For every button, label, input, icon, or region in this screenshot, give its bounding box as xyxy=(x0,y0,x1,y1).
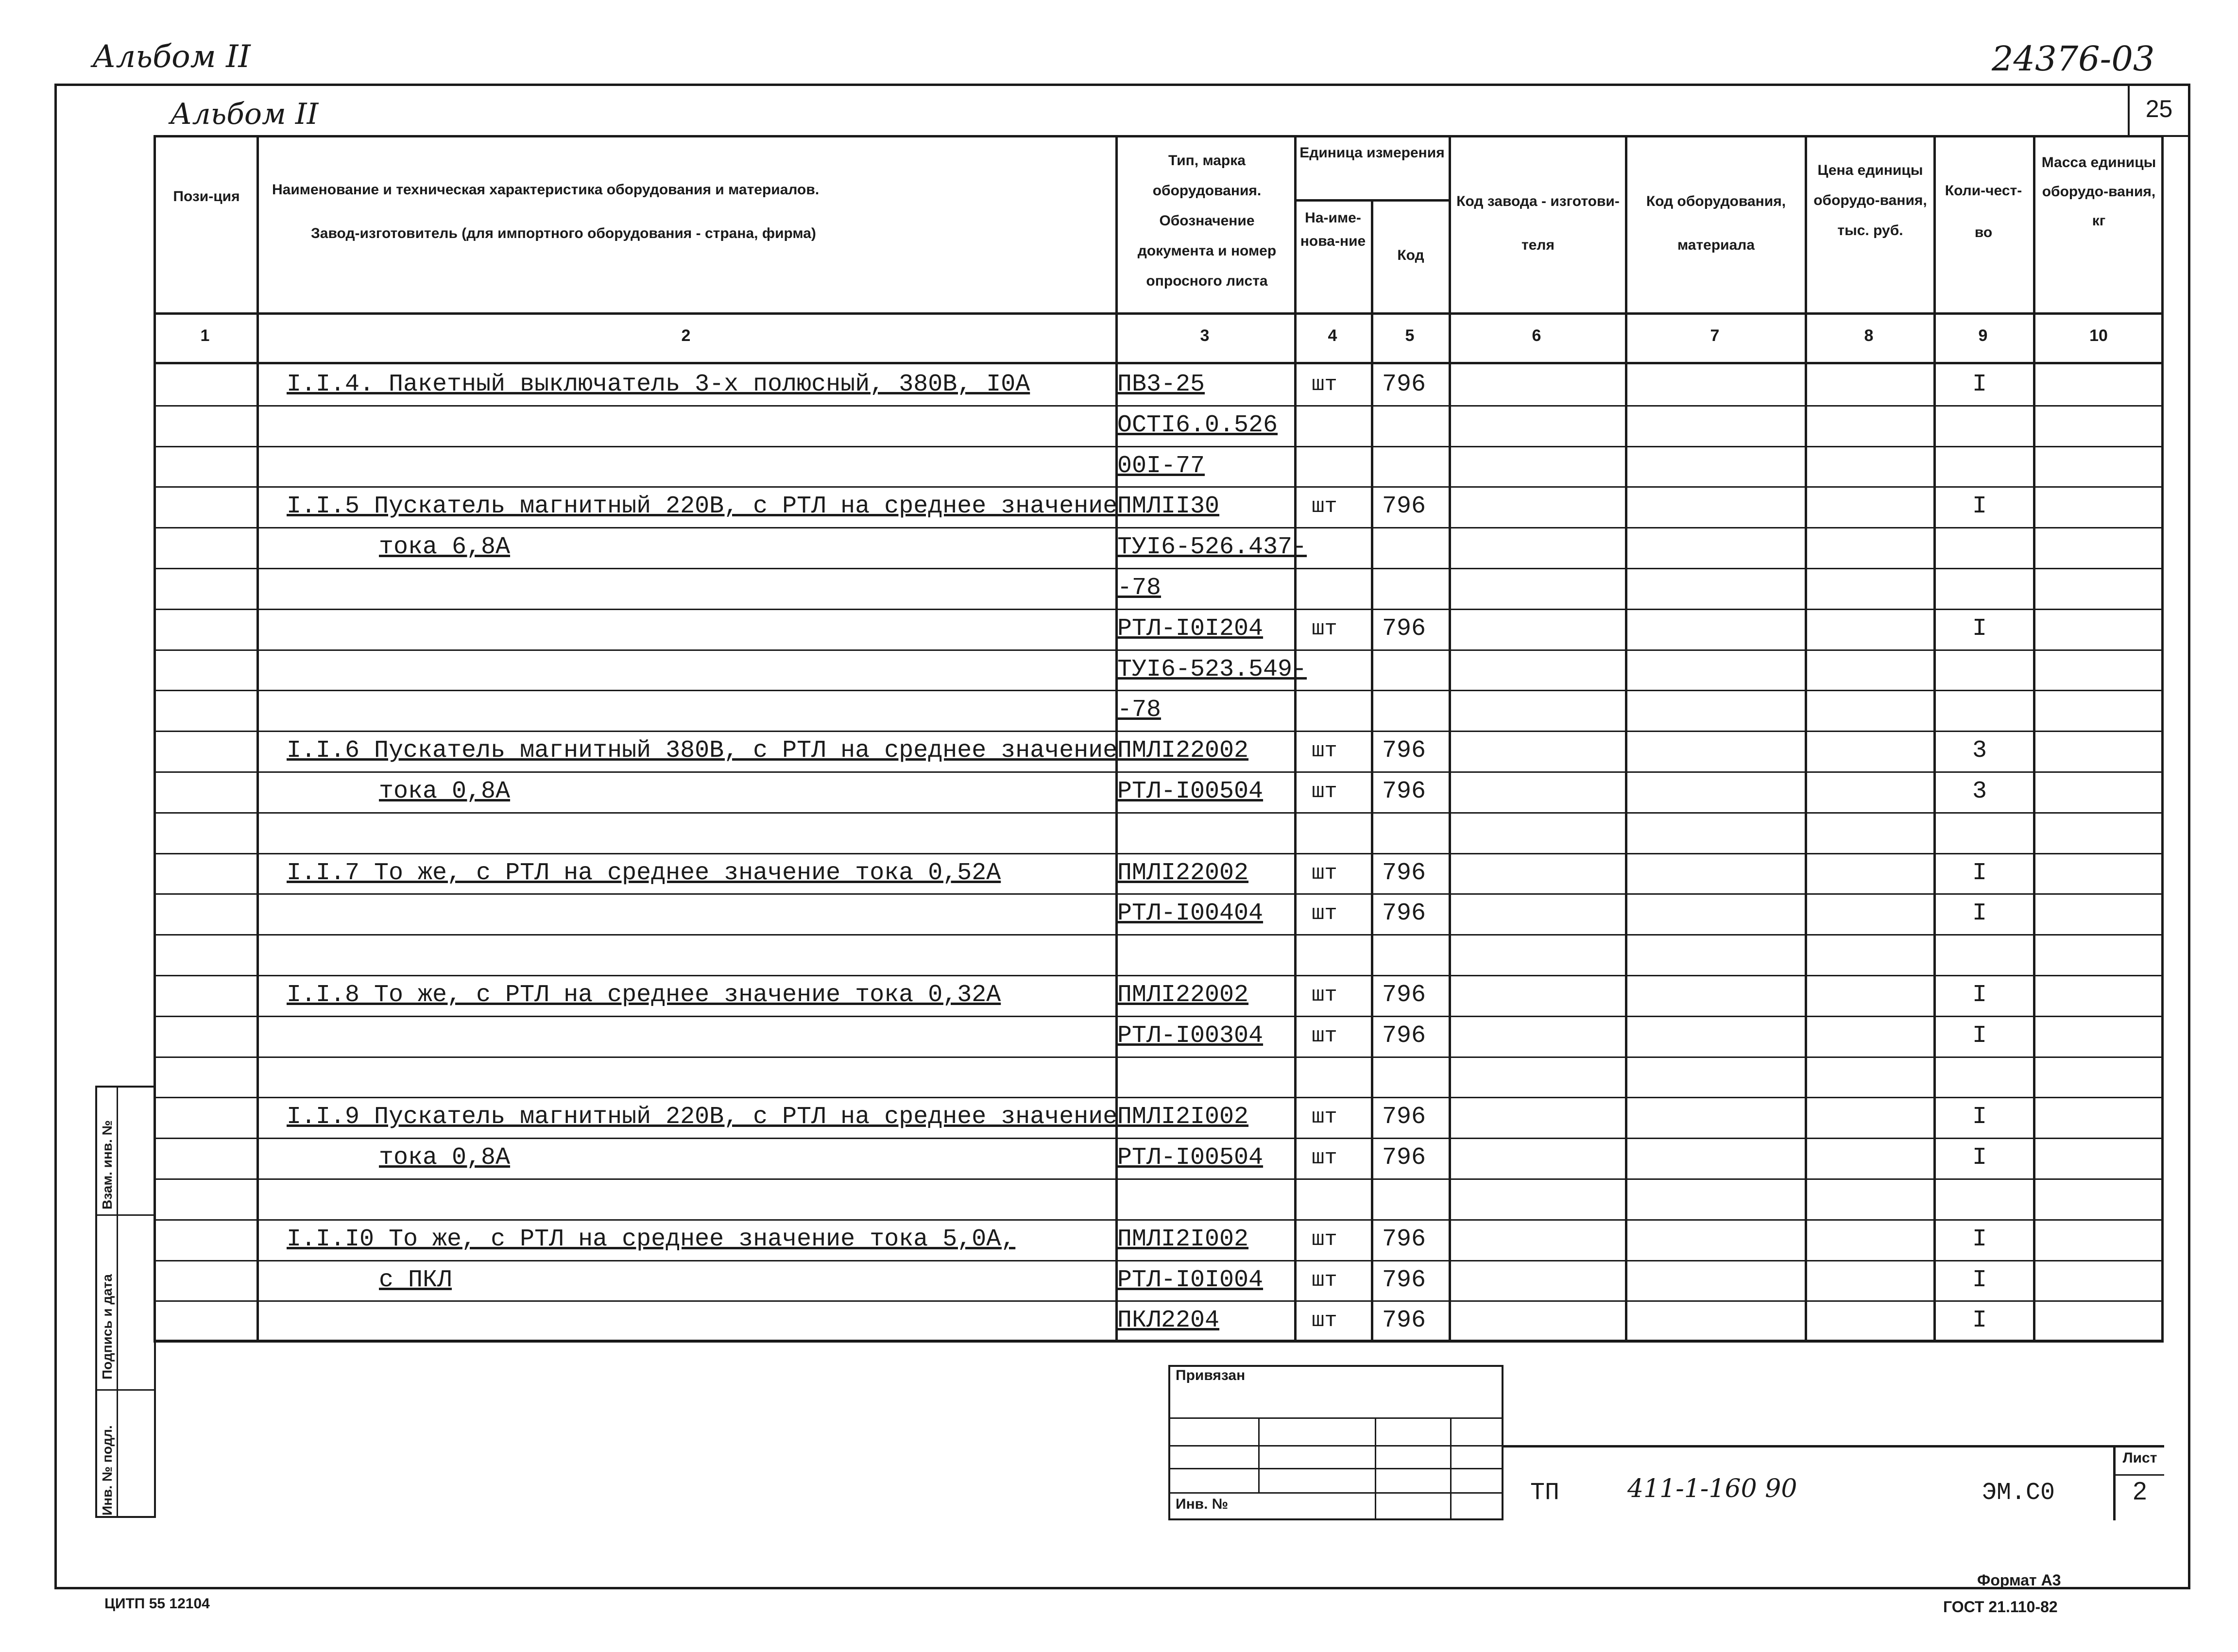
item-unit: шт xyxy=(1312,1227,1337,1252)
item-type: ПКЛ2204 xyxy=(1117,1307,1220,1335)
item-type: РТЛ-I00504 xyxy=(1117,1144,1264,1172)
stamp-line xyxy=(1168,1468,1503,1469)
item-type: ТУI6-526.437- xyxy=(1117,533,1307,562)
row-line xyxy=(154,934,2164,936)
row-line xyxy=(154,853,2164,854)
column-number: 6 xyxy=(1532,326,1541,345)
stamp-line xyxy=(1375,1417,1376,1520)
item-qty: I xyxy=(1972,1103,1987,1131)
row-line xyxy=(154,1016,2164,1017)
row-line xyxy=(154,1056,2164,1058)
header-col2-line1: Наименование и техническая характеристика оборудования и материалов. xyxy=(272,182,820,198)
item-unit: шт xyxy=(1312,1023,1337,1048)
item-qty: I xyxy=(1972,371,1987,398)
item-type: ПМЛI22002 xyxy=(1117,859,1249,887)
item-code: 796 xyxy=(1382,614,1426,643)
header-bottom-line xyxy=(154,312,2164,315)
footer-left: ЦИТП 55 12104 xyxy=(104,1596,210,1612)
stamp-line xyxy=(1258,1417,1260,1492)
item-unit: шт xyxy=(1312,616,1337,641)
header-col6: Код завода - изготови-теля xyxy=(1456,193,1620,253)
stamp-line xyxy=(1168,1417,1503,1419)
stamp-line xyxy=(1450,1417,1452,1520)
header-col7: Код оборудования, материала xyxy=(1646,193,1786,253)
stamp-line xyxy=(1168,1445,1503,1447)
item-code: 796 xyxy=(1382,981,1426,1009)
item-name: тока 6,8А xyxy=(379,533,511,562)
item-code: 796 xyxy=(1382,900,1426,928)
row-line xyxy=(154,527,2164,528)
project-number: 411-1-160 90 xyxy=(1627,1474,1797,1503)
item-code: 796 xyxy=(1382,1307,1426,1335)
sheet-number: 2 xyxy=(2133,1477,2147,1505)
title-block-line xyxy=(1503,1445,2164,1448)
item-type: РТЛ-I0I204 xyxy=(1117,614,1264,643)
item-code: 796 xyxy=(1382,737,1426,765)
item-name: I.I.I0 То же, с РТЛ на среднее значение тока 5,0А, xyxy=(287,1225,1016,1253)
item-qty: I xyxy=(1972,493,1987,521)
sheet-line xyxy=(2113,1474,2164,1476)
row-line xyxy=(154,812,2164,814)
item-type: РТЛ-I00404 xyxy=(1117,900,1264,928)
row-line xyxy=(154,1341,2164,1343)
row-line xyxy=(154,690,2164,691)
item-code: 796 xyxy=(1382,859,1426,887)
linked-label: Привязан xyxy=(1176,1367,1246,1383)
row-line xyxy=(154,1300,2164,1302)
item-name: I.I.7 То же, с РТЛ на среднее значение тока 0,52А xyxy=(287,859,1001,887)
sheet-label: Лист xyxy=(2122,1450,2157,1466)
item-qty: I xyxy=(1972,1022,1987,1050)
item-qty: I xyxy=(1972,1225,1987,1253)
item-type: ПМЛI2I002 xyxy=(1117,1225,1249,1253)
header-col10: Масса единицы оборудо-вания, кг xyxy=(2041,154,2156,229)
colnum-bottom-line xyxy=(154,362,2164,364)
item-qty: I xyxy=(1972,981,1987,1009)
item-type: ПМЛII30 xyxy=(1117,493,1220,521)
item-type: РТЛ-I00304 xyxy=(1117,1022,1264,1050)
header-col1: Пози-ция xyxy=(173,188,240,204)
tp-label: ТП xyxy=(1530,1479,1560,1507)
row-line xyxy=(154,486,2164,488)
column-number: 8 xyxy=(1864,326,1874,345)
header-col45-group: Единица измерения xyxy=(1299,145,1445,161)
unit-group-line xyxy=(1294,199,1449,202)
footer-gost: ГОСТ 21.110-82 xyxy=(1943,1598,2058,1616)
col-line xyxy=(2033,135,2035,1342)
item-type: ОСТI6.0.526 xyxy=(1117,411,1278,439)
item-unit: шт xyxy=(1312,861,1337,886)
col-line xyxy=(1933,135,1936,1342)
column-number: 10 xyxy=(2089,326,2108,345)
row-line xyxy=(154,609,2164,610)
row-line xyxy=(154,1260,2164,1261)
item-qty: 3 xyxy=(1972,737,1987,765)
column-number: 2 xyxy=(681,326,691,345)
item-name: с ПКЛ xyxy=(379,1266,452,1294)
item-name: тока 0,8А xyxy=(379,1144,511,1172)
item-code: 796 xyxy=(1382,1266,1426,1294)
item-type: ТУI6-523.549- xyxy=(1117,655,1307,683)
item-qty: I xyxy=(1972,614,1987,643)
item-code: 796 xyxy=(1382,1022,1426,1050)
drawing-mark: ЭМ.С0 xyxy=(1982,1479,2055,1507)
item-code: 796 xyxy=(1382,1225,1426,1253)
row-line xyxy=(154,731,2164,732)
row-line xyxy=(154,771,2164,773)
item-qty: I xyxy=(1972,900,1987,928)
item-qty: 3 xyxy=(1972,778,1987,805)
row-line xyxy=(154,1178,2164,1180)
column-number: 5 xyxy=(1405,326,1415,345)
item-code: 796 xyxy=(1382,778,1426,805)
side-label-podpis: Подпись и дата xyxy=(100,1274,115,1380)
row-line xyxy=(154,1138,2164,1139)
item-name: тока 0,8А xyxy=(379,778,511,805)
item-unit: шт xyxy=(1312,1309,1337,1333)
side-label-inv-podl: Инв. № подл. xyxy=(100,1425,115,1516)
item-name: I.I.6 Пускатель магнитный 380В, с РТЛ на среднее значение xyxy=(287,737,1118,765)
item-type: -78 xyxy=(1117,574,1162,602)
col-line xyxy=(1449,135,1451,1342)
item-type: ПМЛI22002 xyxy=(1117,737,1249,765)
row-line xyxy=(154,446,2164,447)
item-unit: шт xyxy=(1312,494,1337,519)
row-line xyxy=(154,893,2164,895)
col-line xyxy=(1371,199,1373,1342)
col-line xyxy=(1805,135,1807,1342)
col-line xyxy=(1625,135,1627,1342)
item-unit: шт xyxy=(1312,739,1337,764)
column-number: 4 xyxy=(1328,326,1337,345)
item-qty: I xyxy=(1972,1266,1987,1294)
item-unit: шт xyxy=(1312,902,1337,926)
stamp-line xyxy=(1168,1492,1503,1494)
doc-code-top: 24376-03 xyxy=(1992,39,2155,79)
item-name: I.I.9 Пускатель магнитный 220В, с РТЛ на среднее значение xyxy=(287,1103,1118,1131)
column-number: 7 xyxy=(1710,326,1720,345)
item-unit: шт xyxy=(1312,780,1337,804)
item-code: 796 xyxy=(1382,493,1426,521)
item-unit: шт xyxy=(1312,373,1337,397)
side-strip-line xyxy=(95,1214,156,1216)
row-line xyxy=(154,1219,2164,1221)
row-line xyxy=(154,649,2164,651)
item-code: 796 xyxy=(1382,1144,1426,1172)
item-code: 796 xyxy=(1382,1103,1426,1131)
item-name: I.I.4. Пакетный выключатель 3-х полюсный, 380В, I0А xyxy=(287,371,1030,398)
item-unit: шт xyxy=(1312,1268,1337,1293)
item-qty: I xyxy=(1972,1144,1987,1172)
column-number: 1 xyxy=(200,326,210,345)
item-unit: шт xyxy=(1312,1105,1337,1130)
header-col2-line2: Завод-изготовитель (для импортного оборудования - страна, фирма) xyxy=(311,225,816,241)
column-number: 3 xyxy=(1200,326,1210,345)
album-mark-inner: Альбом II xyxy=(170,97,319,131)
item-type: ПВ3-25 xyxy=(1117,371,1205,398)
item-type: РТЛ-I00504 xyxy=(1117,778,1264,805)
item-code: 796 xyxy=(1382,371,1426,398)
column-number: 9 xyxy=(1978,326,1988,345)
item-type: -78 xyxy=(1117,696,1162,724)
item-unit: шт xyxy=(1312,1146,1337,1171)
item-qty: I xyxy=(1972,859,1987,887)
side-strip-line xyxy=(117,1086,118,1518)
page-number: 25 xyxy=(2145,95,2173,122)
item-name: I.I.5 Пускатель магнитный 220В, с РТЛ на среднее значение xyxy=(287,493,1118,521)
row-line xyxy=(154,1097,2164,1098)
item-type: РТЛ-I0I004 xyxy=(1117,1266,1264,1294)
header-col8: Цена единицы оборудо-вания, тыс. руб. xyxy=(1813,162,1927,238)
album-mark-top: Альбом II xyxy=(92,39,251,75)
header-col9: Коли-чест-во xyxy=(1945,183,2022,240)
inv-no-label: Инв. № xyxy=(1176,1496,1229,1512)
col-line xyxy=(1294,135,1297,1342)
item-type: ПМЛI2I002 xyxy=(1117,1103,1249,1131)
item-qty: I xyxy=(1972,1307,1987,1335)
row-line xyxy=(154,975,2164,976)
side-label-vzam: Взам. инв. № xyxy=(100,1120,115,1209)
row-line xyxy=(154,568,2164,569)
header-col4: На-име-нова-ние xyxy=(1300,210,1366,249)
item-name: I.I.8 То же, с РТЛ на среднее значение тока 0,32А xyxy=(287,981,1001,1009)
side-strip-line xyxy=(95,1389,156,1391)
item-type: ПМЛI22002 xyxy=(1117,981,1249,1009)
item-type: 00I-77 xyxy=(1117,452,1205,480)
header-col5: Код xyxy=(1397,247,1424,263)
header-col3: Тип, марка оборудования. Обозначение документа и номер опросного листа xyxy=(1137,153,1277,289)
footer-format: Формат А3 xyxy=(1977,1571,2061,1589)
col-line xyxy=(256,135,259,1342)
item-unit: шт xyxy=(1312,983,1337,1007)
row-line xyxy=(154,405,2164,407)
